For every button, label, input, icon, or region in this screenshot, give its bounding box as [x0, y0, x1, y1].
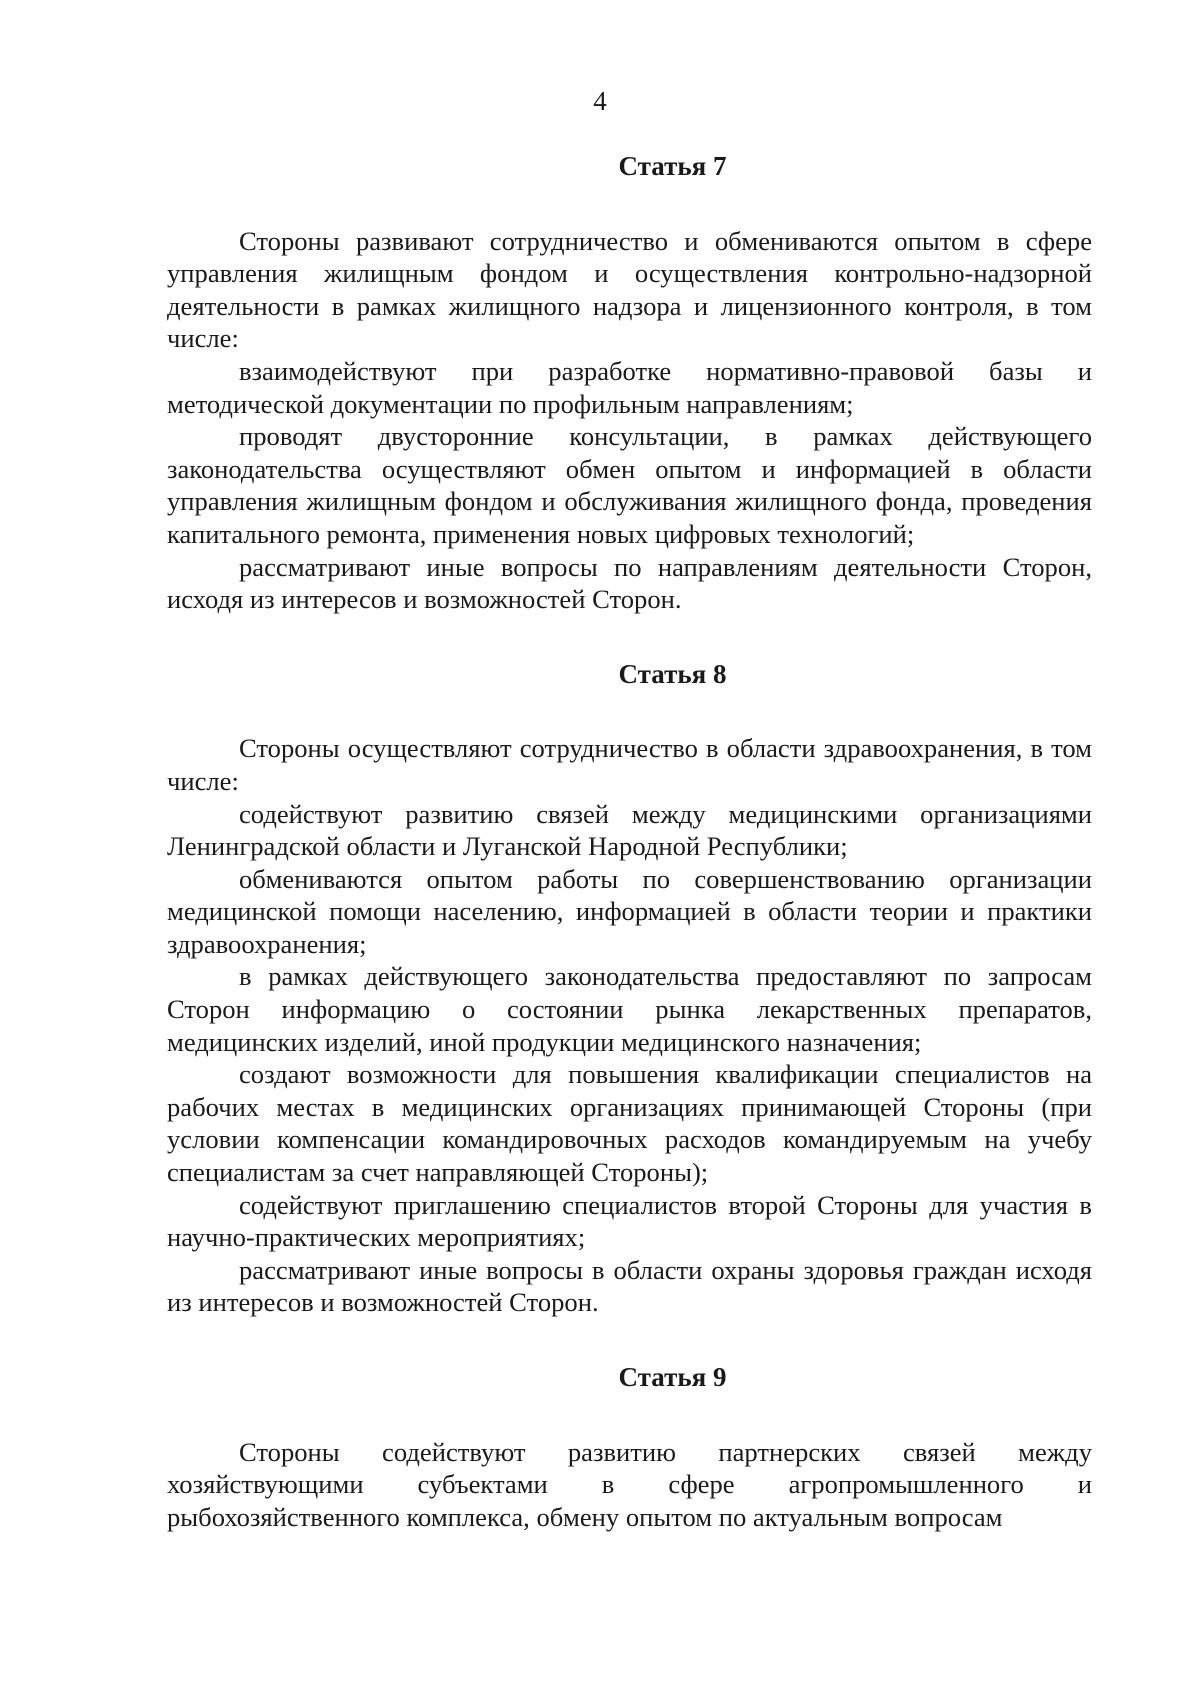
article-9-paragraph: Стороны содействуют развитию партнерских связей между хозяйствующими субъектами в сфере агропромышленного и рыбохозяйственного комплекса, обмену опытом по актуальным вопросам: [167, 1436, 1092, 1532]
article-7-paragraph: рассматривают иные вопросы по направлениям деятельности Сторон, исходя из интересов и возможностей Сторон.: [167, 551, 1092, 615]
document-body: [167, 150, 1092, 1533]
article-7-paragraph: Стороны развивают сотрудничество и обмениваются опытом в сфере управления жилищным фондом и осуществления контрольно-надзорной деятельности в рамках жилищного надзора и лицензионного контроля, в том числе:: [167, 225, 1092, 354]
article-7-paragraph: проводят двусторонние консультации, в рамках действующего законодательства осуществляют обмен опытом и информацией в области управления жилищным фондом и обслуживания жилищного фонда, проведения капитального ремонта, применения новых цифровых технологий;: [167, 421, 1092, 549]
article-8-paragraph: создают возможности для повышения квалификации специалистов на рабочих местах в медицинских организациях принимающей Стороны (при условии компенсации командировочных расходов командируемым на учебу специалистам за счет направляющей Стороны);: [167, 1059, 1092, 1188]
article-8-paragraph: рассматривают иные вопросы в области охраны здоровья граждан исходя из интересов и возможностей Сторон.: [167, 1254, 1092, 1318]
article-8-title: Статья 8: [618, 658, 727, 689]
article-8-paragraph: содействуют развитию связей между медицинскими организациями Ленинградской области и Луганской Народной Республики;: [167, 798, 1092, 862]
article-7-paragraph: взаимодействуют при разработке нормативно-правовой базы и методической документации по профильным направлениям;: [167, 355, 1092, 419]
article-8-paragraph: в рамках действующего законодательства предоставляют по запросам Сторон информацию о состоянии рынка лекарственных препаратов, медицинских изделий, иной продукции медицинского назначения;: [167, 961, 1092, 1057]
article-8-paragraph: Стороны осуществляют сотрудничество в области здравоохранения, в том числе:: [167, 733, 1092, 796]
article-8-paragraph: обмениваются опытом работы по совершенствованию организации медицинской помощи населению, информацией в области теории и практики здравоохранения;: [167, 863, 1092, 959]
article-9-title: Статья 9: [618, 1362, 727, 1392]
article-7-title: Статья 7: [618, 151, 727, 181]
article-8-paragraph: содействуют приглашению специалистов второй Стороны для участия в научно-практических мероприятиях;: [167, 1189, 1092, 1253]
page-number: 4: [593, 86, 607, 116]
